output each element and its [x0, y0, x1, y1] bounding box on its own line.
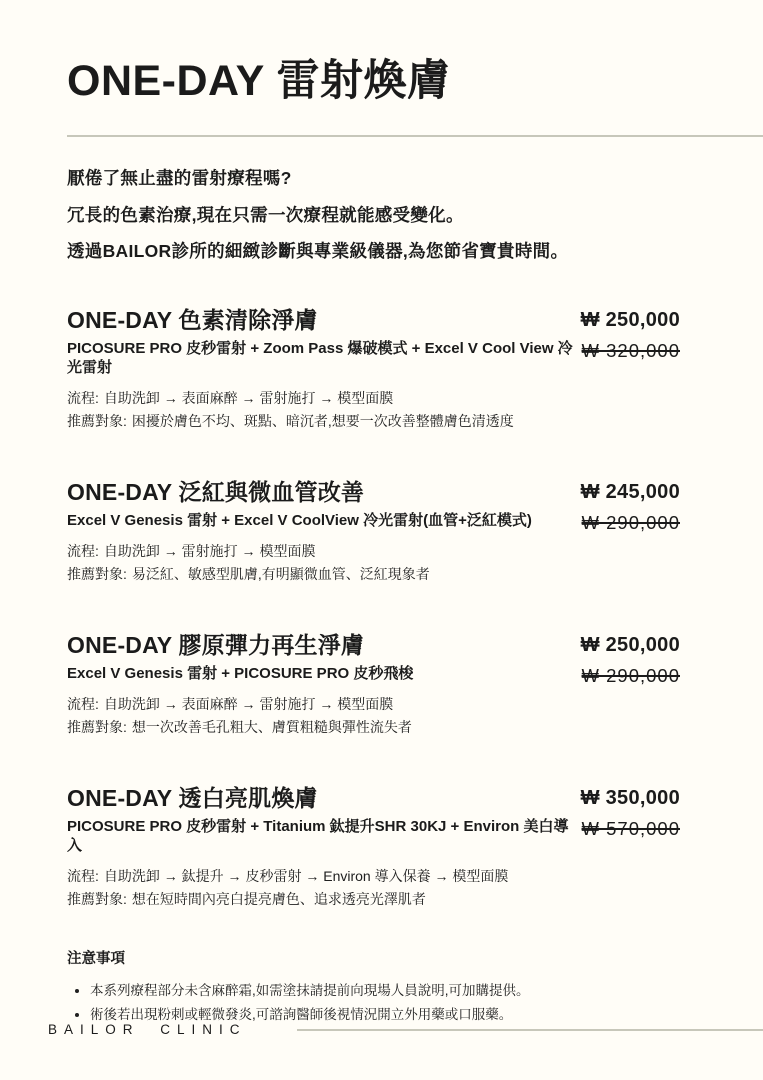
process-value: 自助洗卸 → 雷射施打 → 模型面膜: [103, 542, 316, 559]
price-original: ₩ 570,000: [581, 817, 680, 839]
process-label: 流程:: [67, 695, 99, 712]
audience-label: 推薦對象:: [67, 890, 127, 907]
service-process-row: [67, 542, 532, 561]
price-current: ₩ 250,000: [580, 633, 680, 656]
service-item-redness-vessel: [67, 478, 763, 584]
service-item-collagen-elasticity: [67, 631, 763, 737]
service-devices: PICOSURE PRO 皮秒雷射 + Zoom Pass 爆破模式 + Excel V Cool View 冷光雷射: [67, 339, 573, 376]
service-info: [67, 631, 413, 737]
process-value: 自助洗卸 → 表面麻醉 → 雷射施打 → 模型面膜: [103, 389, 394, 406]
process-label: 流程:: [67, 389, 99, 406]
notes-section: [67, 949, 763, 1027]
intro-line-1: 厭倦了無止盡的雷射療程嗎?: [67, 168, 292, 188]
price-block: [581, 631, 680, 689]
audience-value: 想在短時間內亮白提亮膚色、追求透亮光澤肌者: [131, 890, 426, 907]
service-process-row: [67, 867, 581, 886]
header-divider: [67, 135, 763, 137]
service-info: [67, 478, 532, 584]
service-audience-row: [67, 565, 532, 584]
service-devices: Excel V Genesis 雷射 + Excel V CoolView 冷光雷射(血管+泛紅模式): [67, 511, 532, 529]
footer: [48, 1022, 763, 1037]
process-value: 自助洗卸 → 表面麻醉 → 雷射施打 → 模型面膜: [103, 695, 394, 712]
audience-label: 推薦對象:: [67, 565, 127, 582]
process-label: 流程:: [67, 867, 99, 884]
service-item-brightening: [67, 784, 763, 909]
price-current: ₩ 245,000: [580, 480, 680, 503]
process-value: 自助洗卸 → 鈦提升 → 皮秒雷射 → Environ 導入保養 → 模型面膜: [103, 867, 509, 884]
price-original: ₩ 290,000: [581, 511, 680, 533]
audience-value: 困擾於膚色不均、斑點、暗沉者,想要一次改善整體膚色清透度: [131, 412, 514, 429]
service-process-row: [67, 389, 581, 408]
price-current: ₩ 250,000: [580, 308, 680, 331]
page-title: ONE-DAY 雷射煥膚: [67, 57, 451, 105]
audience-value: 想一次改善毛孔粗大、膚質粗糙與彈性流失者: [131, 718, 412, 735]
price-block: [581, 478, 680, 536]
brand-logo: BAILOR CLINIC: [48, 1022, 247, 1037]
audience-value: 易泛紅、敏感型肌膚,有明顯微血管、泛紅現象者: [131, 565, 430, 582]
service-title: ONE-DAY 泛紅與微血管改善: [67, 478, 365, 505]
intro-line-3: 透過BAILOR診所的細緻診斷與專業級儀器,為您節省寶貴時間。: [67, 241, 569, 261]
price-original: ₩ 290,000: [581, 664, 680, 686]
notes-heading: 注意事項: [67, 950, 125, 967]
footer-divider: [297, 1029, 763, 1031]
service-title: ONE-DAY 透白亮肌煥膚: [67, 784, 318, 811]
note-item: • 術後若出現粉刺或輕微發炎,可諮詢醫師後視情況開立外用藥或口服藥。: [90, 1003, 763, 1027]
audience-label: 推薦對象:: [67, 718, 127, 735]
service-info: [67, 784, 581, 909]
intro-line-2: 冗長的色素治療,現在只需一次療程就能感受變化。: [67, 204, 464, 225]
service-devices: PICOSURE PRO 皮秒雷射 + Titanium 鈦提升SHR 30KJ + Environ 美白導入: [67, 817, 569, 854]
service-title: ONE-DAY 色素清除淨膚: [67, 306, 318, 333]
service-title: ONE-DAY 膠原彈力再生淨膚: [67, 631, 365, 658]
intro-paragraph: [67, 160, 763, 270]
notes-list: [67, 979, 763, 1027]
price-current: ₩ 350,000: [580, 786, 680, 809]
service-item-pigment-clearing: [67, 306, 763, 431]
price-original: ₩ 320,000: [581, 339, 680, 361]
price-block: [581, 306, 680, 364]
audience-label: 推薦對象:: [67, 412, 127, 429]
process-label: 流程:: [67, 542, 99, 559]
service-audience-row: [67, 718, 413, 737]
service-info: [67, 306, 581, 431]
service-audience-row: [67, 890, 581, 909]
service-audience-row: [67, 412, 581, 431]
service-devices: Excel V Genesis 雷射 + PICOSURE PRO 皮秒飛梭: [67, 664, 414, 682]
service-process-row: [67, 695, 413, 714]
price-block: [581, 784, 680, 842]
note-item: • 本系列療程部分未含麻醉霜,如需塗抹請提前向現場人員說明,可加購提供。: [90, 979, 763, 1003]
